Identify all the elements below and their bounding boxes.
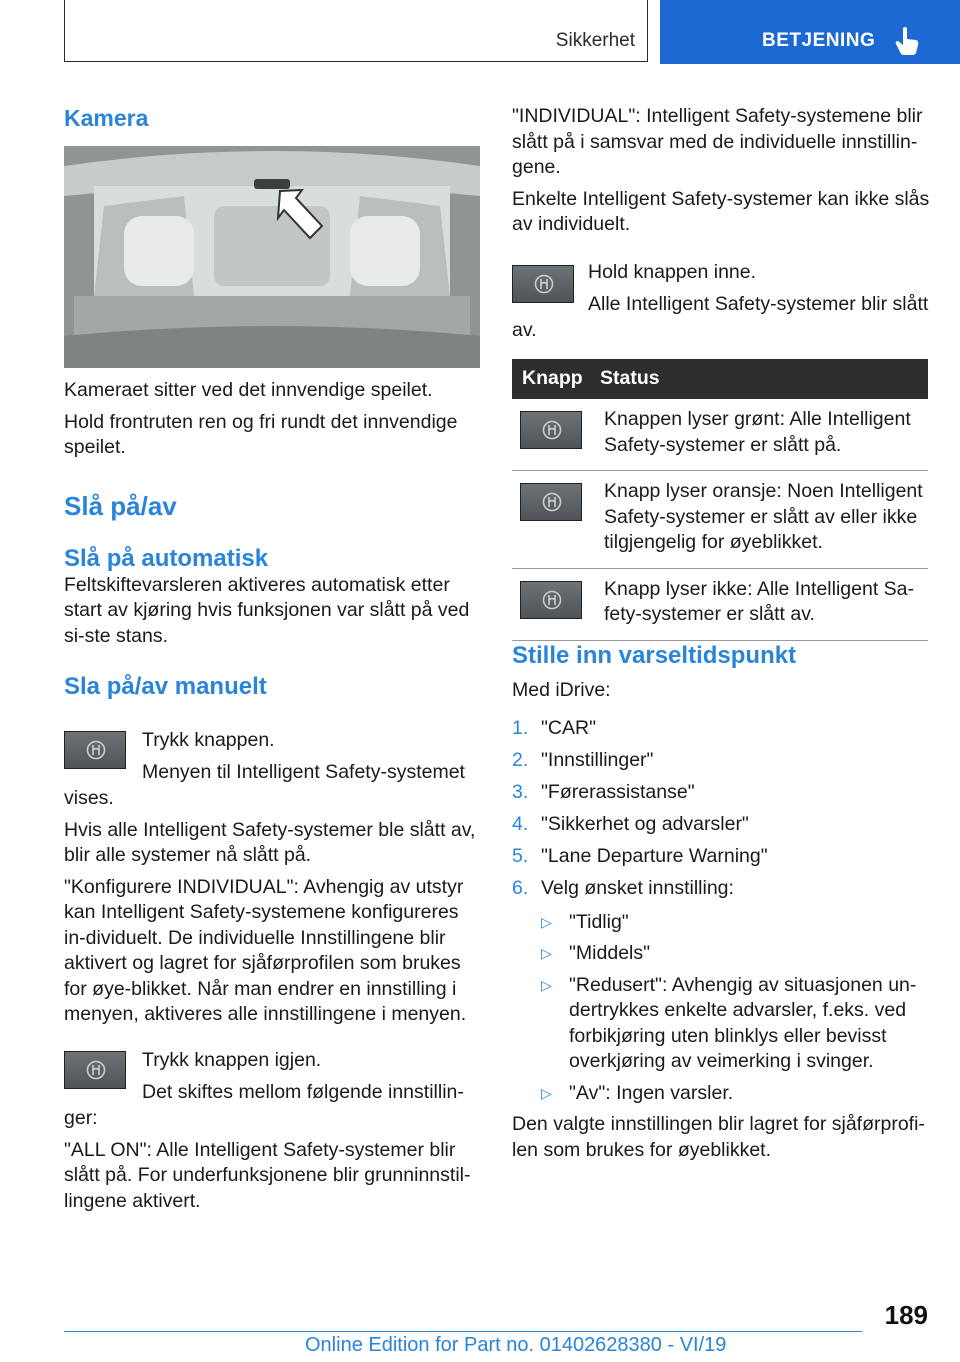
paragraph: ger: bbox=[64, 1107, 98, 1129]
table-header-status: Status bbox=[596, 359, 928, 399]
triangle-bullet-icon: ▷ bbox=[541, 945, 552, 961]
left-text-3 bbox=[64, 1106, 484, 1214]
pointing-hand-icon bbox=[894, 26, 920, 56]
paragraph: Feltskiftevarsleren aktiveres automatisk etter start av kjøring hvis funksjonen var slått på ved si‐ste stans. bbox=[64, 573, 470, 647]
paragraph: "INDIVIDUAL": Intelligent Safety-systemene blir slått på i samsvar med de individuelle innstillin‐gene. bbox=[512, 105, 923, 178]
steps-list bbox=[512, 716, 932, 908]
page-number: 189 bbox=[884, 1300, 928, 1330]
safety-button-image bbox=[520, 581, 582, 619]
footer-divider bbox=[64, 1331, 862, 1332]
table-cell-status: Knappen lyser grønt: Alle Intelligent Safety-systemer er slått på. bbox=[596, 399, 928, 471]
safety-system-icon bbox=[542, 590, 562, 610]
section-heading: Slå på/av bbox=[64, 490, 177, 521]
step-number: 2. bbox=[512, 748, 529, 771]
paragraph: av. bbox=[512, 319, 537, 341]
hold-cont bbox=[512, 318, 932, 344]
options-list bbox=[512, 910, 932, 1107]
paragraph: "Konfigurere INDIVIDUAL": Avhengig av utstyr kan Intelligent Safety-systemene konfigureres in‐dividuelt. De individuelle Innstillingene blir aktivert og lagret for sjåførprofilen som brukes for øye‐blikket. Når man endrer en innstilling i menyen, aktiveres alle innstillingene i menyen. bbox=[64, 875, 467, 1025]
paragraph: "ALL ON": Alle Intelligent Safety-systemer blir slått på. For underfunksjonene blir grunninnstil‐lingene aktivert. bbox=[64, 1138, 471, 1212]
table-header-row bbox=[512, 359, 928, 399]
left-text bbox=[64, 378, 484, 701]
header-chapter-tab[interactable] bbox=[660, 0, 960, 64]
list-item bbox=[512, 812, 932, 844]
press-block bbox=[142, 728, 482, 785]
right-text bbox=[512, 104, 932, 238]
instruction: Det skiftes mellom følgende innstillin‐ bbox=[142, 1080, 464, 1103]
triangle-bullet-icon: ▷ bbox=[541, 976, 552, 993]
list-item bbox=[512, 844, 932, 876]
table-row bbox=[512, 568, 928, 640]
safety-system-icon bbox=[86, 1060, 106, 1080]
car-interior-image bbox=[64, 146, 480, 368]
triangle-bullet-icon: ▷ bbox=[541, 1084, 552, 1101]
hold-block bbox=[588, 260, 933, 317]
safety-system-icon bbox=[542, 420, 562, 440]
option-text: "Av": Ingen varsler. bbox=[569, 1081, 734, 1104]
header-section-box bbox=[64, 0, 648, 62]
instruction: Menyen til Intelligent Safety-systemet bbox=[142, 760, 465, 783]
paragraph: Hold frontruten ren og fri rundt det innvendige speilet. bbox=[64, 410, 458, 458]
step-text: "CAR" bbox=[541, 716, 597, 739]
subsection-heading: Slå på automatisk bbox=[64, 544, 269, 572]
left-column bbox=[64, 104, 480, 132]
table-cell-status: Knapp lyser ikke: Alle Intelligent Sa‐fety-systemer er slått av. bbox=[596, 568, 928, 640]
paragraph: vises. bbox=[64, 787, 114, 809]
section-title: Sikkerhet bbox=[555, 30, 635, 51]
safety-button-image bbox=[512, 265, 574, 303]
step-text: "Innstillinger" bbox=[541, 748, 654, 771]
step-text: "Førerassistanse" bbox=[541, 780, 695, 803]
safety-button-image bbox=[64, 1051, 126, 1089]
option-item bbox=[512, 910, 932, 936]
chapter-title: BETJENING bbox=[762, 30, 876, 51]
option-text: "Middels" bbox=[569, 942, 651, 964]
step-number: 4. bbox=[512, 812, 529, 835]
table-row bbox=[512, 399, 928, 471]
status-table bbox=[512, 359, 928, 641]
paragraph: Hvis alle Intelligent Safety-systemer ble slått av, blir alle systemer nå slått på. bbox=[64, 818, 476, 866]
paragraph: Den valgte innstillingen blir lagret for sjåførprofi‐len som brukes for øyeblikket. bbox=[512, 1113, 925, 1161]
kamera-heading: Kamera bbox=[64, 105, 149, 131]
list-item bbox=[512, 748, 932, 780]
footer-text bbox=[305, 1334, 726, 1357]
safety-button-image bbox=[64, 731, 126, 769]
safety-button-image bbox=[520, 483, 582, 521]
step-number: 3. bbox=[512, 780, 529, 803]
subsection-heading: Stille inn varseltidspunkt bbox=[512, 642, 797, 669]
option-text: "Redusert": Avhengig av situasjonen un‐dertrykkes enkelte advarsler, f.eks. ved forbikjøring uten blinklys eller bevisst overkjøring av veimerking i svinger. bbox=[569, 973, 917, 1072]
step-number: 5. bbox=[512, 844, 529, 867]
step-number: 1. bbox=[512, 716, 529, 739]
option-item bbox=[512, 973, 932, 1075]
list-item bbox=[512, 716, 932, 748]
edition-text: Online Edition for Part no. 01402628380 - VI/19 bbox=[305, 1334, 727, 1356]
table-row bbox=[512, 471, 928, 569]
list-item bbox=[512, 876, 932, 908]
option-item bbox=[512, 1081, 932, 1107]
list-item bbox=[512, 780, 932, 812]
subsection-heading: Sla på/av manuelt bbox=[64, 673, 267, 700]
instruction: Hold knappen inne. bbox=[588, 261, 757, 283]
table-cell-status: Knapp lyser oransje: Noen Intelligent Safety-systemer er slått av eller ikke tilgjengelig for øyeblikket. bbox=[596, 471, 928, 569]
settings-section bbox=[512, 642, 932, 1163]
step-number: 6. bbox=[512, 876, 529, 899]
left-text-2 bbox=[64, 786, 484, 1028]
step-text: "Sikkerhet og advarsler" bbox=[541, 812, 749, 835]
table-header-knapp: Knapp bbox=[512, 359, 596, 399]
step-text: "Lane Departure Warning" bbox=[541, 844, 768, 867]
paragraph: Enkelte Intelligent Safety-systemer kan ikke slås av individuelt. bbox=[512, 187, 930, 235]
paragraph: Kameraet sitter ved det innvendige speilet. bbox=[64, 379, 433, 401]
instruction: Alle Intelligent Safety-systemer blir slått bbox=[588, 292, 929, 315]
instruction: Trykk knappen igjen. bbox=[142, 1049, 322, 1071]
safety-system-icon bbox=[86, 740, 106, 760]
triangle-bullet-icon: ▷ bbox=[541, 913, 552, 930]
safety-system-icon bbox=[534, 274, 554, 294]
option-item bbox=[512, 941, 932, 967]
step-text: Velg ønsket innstilling: bbox=[541, 876, 734, 899]
safety-system-icon bbox=[542, 492, 562, 512]
camera-photo bbox=[64, 146, 480, 368]
safety-button-image bbox=[520, 411, 582, 449]
option-text: "Tidlig" bbox=[569, 910, 629, 933]
paragraph: Med iDrive: bbox=[512, 679, 611, 701]
press-again-block bbox=[142, 1048, 482, 1105]
instruction: Trykk knappen. bbox=[142, 729, 275, 751]
